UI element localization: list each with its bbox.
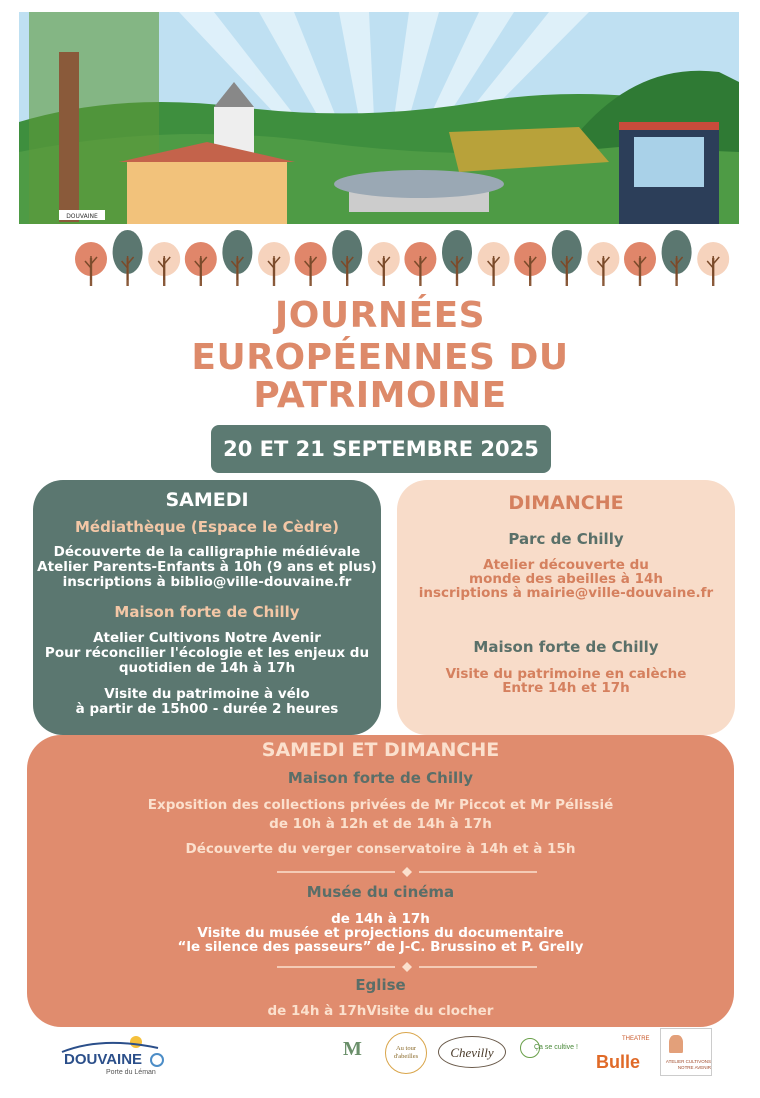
douvaine-logo [62,1032,172,1076]
chevilly-logo: Chevilly [438,1036,506,1068]
tree-row-decoration [0,228,760,290]
both-eglise-line: de 14h à 17hVisite du clocher [267,1003,494,1019]
atelier-label: ATELIER CULTIVONS NOTRE AVENIR [665,1059,711,1070]
ornament-divider [277,962,537,972]
samedi-velo-line: à partir de 15h00 - durée 2 heures [75,701,339,717]
samedi-et-dimanche-card [27,735,734,1027]
samedi-card [33,480,381,735]
tree-icon [404,242,436,286]
samedi-venue2-line: quotidien de 14h à 17h [118,660,296,676]
dimanche-venue-maison-forte: Maison forte de Chilly [473,638,659,656]
m-logo: M [343,1038,362,1060]
both-venue-musee-cinema: Musée du cinéma [306,883,455,901]
tree-icon [514,242,546,286]
tree-icon [75,242,107,286]
samedi-heading: SAMEDI [165,489,249,511]
both-musee-line: “le silence des passeurs” de J-C. Brussino et P. Grelly [177,939,584,955]
theatre-bulle-logo [594,1030,650,1076]
tree-icon [587,242,619,286]
dimanche-card [397,480,735,735]
town-illustration-banner [19,12,739,224]
dimanche-venue1-line: inscriptions à mairie@ville-douvaine.fr [418,585,714,601]
bulle-label: Bulle [596,1052,641,1072]
figure-icon [669,1035,683,1053]
both-verger-line: Découverte du verger conservatoire à 14h et à 15h [185,841,576,857]
tree-icon [478,242,510,286]
tree-icon [222,230,252,286]
dimanche-venue2-line: Entre 14h et 17h [502,680,630,696]
both-venue-eglise: Eglise [355,976,406,994]
samedi-venue1-line: inscriptions à biblio@ville-douvaine.fr [62,574,352,590]
event-date: 20 ET 21 SEPTEMBRE 2025 [211,425,551,473]
partner-logos-footer [0,1026,760,1098]
dimanche-venue-parc: Parc de Chilly [508,530,624,548]
both-heading: SAMEDI ET DIMANCHE [261,739,500,761]
samedi-venue2-line: Pour réconcilier l'écologie et les enjeux du [44,645,370,661]
tree-icon [368,242,400,286]
title-line-3: PATRIMOINE [253,375,507,416]
ornament-divider [277,867,537,877]
tree-icon [624,242,656,286]
banner-sign: DOUVAINE [66,213,98,220]
tree-icon [148,242,180,286]
samedi-venue1-line: Découverte de la calligraphie médiévale [53,544,361,560]
tree-icon [295,242,327,286]
both-venue-maison-forte: Maison forte de Chilly [287,769,474,787]
both-musee-line: Visite du musée et projections du documentaire [197,925,564,941]
samedi-venue1-line: Atelier Parents-Enfants à 10h (9 ans et plus) [37,559,377,575]
samedi-venue-mediatheque: Médiathèque (Espace le Cèdre) [75,518,339,536]
atelier-cultivons-logo [660,1028,712,1076]
dimanche-heading: DIMANCHE [508,492,624,514]
dimanche-venue1-line: Atelier découverte du [483,557,649,573]
samedi-velo-line: Visite du patrimoine à vélo [104,686,310,702]
tree-icon [442,230,472,286]
au-tour-dabeilles-logo: Au tour d'abeilles [385,1032,427,1074]
tree-icon [662,230,692,286]
tree-icon [185,242,217,286]
dimanche-venue2-line: Visite du patrimoine en calèche [445,666,687,682]
douvaine-tagline: Porte du Léman [106,1069,156,1076]
douvaine-name: DOUVAINE [64,1051,143,1068]
samedi-venue2-line: Atelier Cultivons Notre Avenir [93,630,321,646]
both-venue1-line: de 10h à 12h et de 14h à 17h [269,816,492,832]
dimanche-venue1-line: monde des abeilles à 14h [469,571,663,587]
title-line-2: EUROPÉENNES DU [191,337,569,378]
ca-se-cultive-logo: Ça se cultive ! [534,1044,578,1051]
tree-icon [258,242,290,286]
tree-icon [552,230,582,286]
tree-icon [697,242,729,286]
both-venue1-line: Exposition des collections privées de Mr Piccot et Mr Pélissié [147,797,614,813]
theatre-label: THEATRE [622,1036,650,1042]
tree-icon [332,230,362,286]
tree-icon [113,230,143,286]
both-musee-time: de 14h à 17h [331,911,430,927]
samedi-venue-maison-forte: Maison forte de Chilly [114,603,300,621]
title-line-1: JOURNÉES [274,295,486,336]
